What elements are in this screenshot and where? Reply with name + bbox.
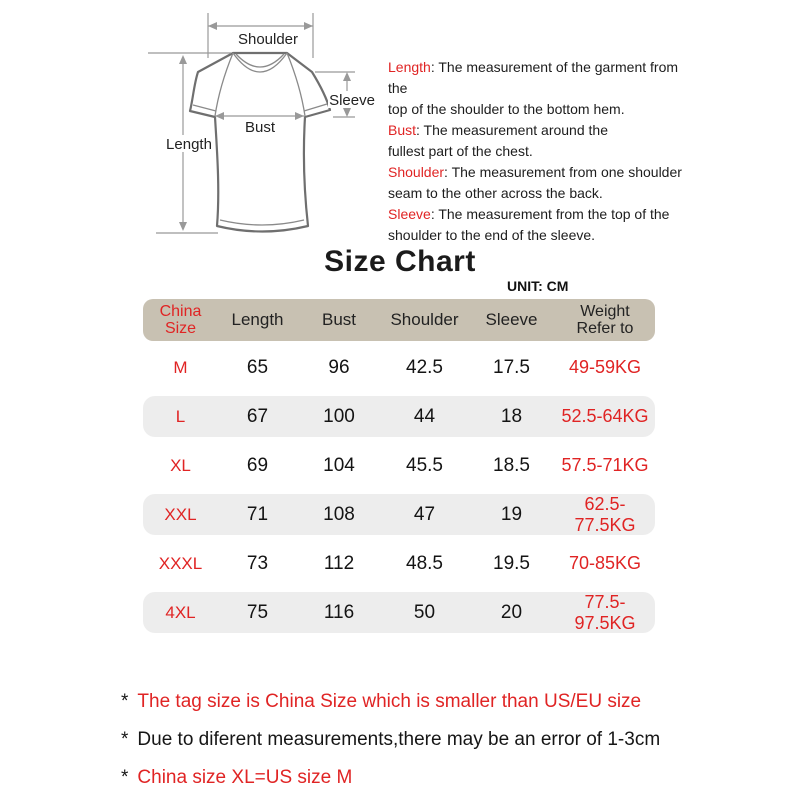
definition-term: Shoulder (388, 164, 445, 180)
definition-text: : The measurement of the garment from the (388, 59, 679, 96)
cell-bust: 112 (323, 552, 355, 574)
definition-bust (388, 120, 694, 162)
note-tag-size (121, 691, 660, 712)
cell-bust: 108 (323, 504, 355, 525)
definition-text: : The measurement around the (416, 122, 608, 138)
measurement-definitions (388, 57, 694, 246)
unit-label: UNIT: CM (507, 278, 569, 294)
cell-shoulder: 44 (413, 405, 436, 427)
length-dimension-label: Length (166, 136, 212, 153)
header-shoulder: Shoulder (390, 310, 459, 329)
header-sleeve: Sleeve (485, 310, 538, 329)
cell-bust: 104 (323, 454, 355, 476)
definition-text: : The measurement from one shoulder (444, 164, 682, 180)
cell-size: XL (170, 455, 191, 475)
cell-sleeve: 19.5 (493, 552, 530, 574)
table-row-xl (143, 441, 655, 490)
note-size-conversion (121, 767, 660, 788)
table-row-xxxl (143, 539, 655, 588)
table-row-l (143, 396, 655, 437)
note-text: China size XL=US size M (137, 767, 353, 788)
shoulder-dimension-label: Shoulder (237, 31, 299, 48)
cell-size: 4XL (165, 603, 196, 622)
header-bust: Bust (321, 310, 357, 329)
definition-text-line2: top of the shoulder to the bottom hem. (388, 101, 625, 117)
cell-length: 65 (246, 356, 269, 378)
note-text: The tag size is China Size which is smaller than US/EU size (137, 691, 642, 712)
cell-length: 71 (246, 504, 269, 525)
bust-dimension-label: Bust (244, 119, 276, 136)
cell-length: 69 (246, 454, 269, 476)
cell-size: L (175, 406, 186, 426)
sleeve-dimension-label: Sleeve (329, 92, 375, 109)
cell-size: XXXL (158, 553, 203, 573)
page-title: Size Chart (324, 245, 476, 278)
tshirt-diagram (140, 0, 400, 245)
header-china-size: China Size (159, 303, 202, 337)
cell-shoulder: 50 (413, 602, 436, 623)
table-row-m (143, 343, 655, 392)
definition-sleeve (388, 204, 694, 246)
definition-text-line2: fullest part of the chest. (388, 143, 533, 159)
table-header-row (143, 299, 655, 341)
cell-shoulder: 45.5 (406, 454, 443, 476)
cell-weight: 49-59KG (568, 357, 642, 377)
definition-term: Sleeve (388, 206, 431, 222)
definition-text-line2: seam to the other across the back. (388, 185, 603, 201)
note-marker: * (121, 729, 129, 750)
definition-shoulder (388, 162, 694, 204)
cell-bust: 116 (323, 602, 355, 623)
cell-shoulder: 42.5 (406, 356, 443, 378)
header-length: Length (231, 310, 284, 329)
cell-bust: 100 (323, 405, 355, 427)
note-marker: * (121, 691, 129, 712)
cell-weight: 52.5-64KG (561, 406, 649, 426)
cell-shoulder: 48.5 (406, 552, 443, 574)
footnotes (121, 691, 660, 800)
cell-sleeve: 18 (500, 405, 523, 427)
definition-length (388, 57, 694, 120)
table-body (143, 343, 655, 633)
cell-weight: 70-85KG (568, 553, 642, 573)
cell-shoulder: 47 (413, 504, 436, 525)
table-row-xxl (143, 494, 655, 535)
definition-text-line2: shoulder to the end of the sleeve. (388, 227, 596, 243)
size-table (143, 299, 655, 637)
cell-weight: 77.5-97.5KG (574, 592, 636, 633)
definition-term: Bust (388, 122, 417, 138)
note-text: Due to diferent measurements,there may be an error of 1-3cm (137, 729, 661, 750)
cell-size: XXL (164, 505, 197, 524)
cell-length: 75 (246, 602, 269, 623)
header-weight: Weight Refer to (576, 303, 634, 337)
cell-sleeve: 20 (500, 602, 523, 623)
cell-sleeve: 17.5 (493, 356, 530, 378)
note-marker: * (121, 767, 129, 788)
cell-weight: 62.5-77.5KG (574, 494, 636, 535)
definition-term: Length (388, 59, 431, 75)
cell-length: 73 (246, 552, 269, 574)
cell-size: M (173, 357, 188, 377)
cell-sleeve: 19 (500, 504, 523, 525)
cell-bust: 96 (328, 356, 350, 378)
note-measure-error (121, 729, 660, 750)
cell-length: 67 (246, 405, 269, 427)
cell-sleeve: 18.5 (493, 454, 530, 476)
cell-weight: 57.5-71KG (561, 455, 649, 475)
table-row-4xl (143, 592, 655, 633)
definition-text: : The measurement from the top of the (430, 206, 670, 222)
